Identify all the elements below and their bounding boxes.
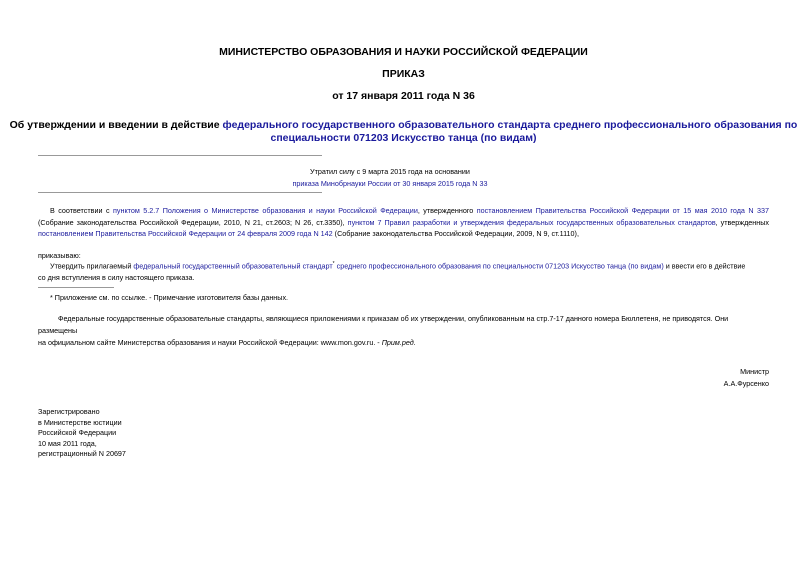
registration-block: Зарегистрировано в Министерстве юстиции Российской Федерации 10 мая 2011 года, регистрационный N 20697 [38,407,126,459]
link-regulation-5-2-7[interactable]: пунктом 5.2.7 Положения о Министерстве образования и науки Российской Федерации [113,206,418,215]
divider-bottom [38,192,322,193]
link-decree-337[interactable]: постановлением Правительства Российской Федерации от 15 мая 2010 года N 337 [476,206,770,215]
footnote-divider [38,287,114,288]
document-title [0,119,807,145]
divider-top [38,155,322,156]
footnote-2: Федеральные государственные образовательные стандарты, являющиеся приложениями к приказам об их утверждении, опубликованным на стр.7-17 данного номера Бюллетеня, не приводятся. Они размещены на официальном сайте Министерства образования и науки Российской Федерации: www.mon.gov.ru. - Прим.ред. [38,314,729,347]
signature-name: А.А.Фурсенко [723,378,769,388]
signature-position: Министр [740,367,769,376]
order-word: приказываю: [38,251,81,260]
status-block [0,166,807,189]
link-decree-142[interactable]: постановлением Правительства Российской Федерации от 24 февраля 2009 года N 142 [38,229,333,238]
link-fgos-standard[interactable]: федеральный государственный образовательный стандарт [133,261,333,271]
preamble-paragraph: В соответствии с пунктом 5.2.7 Положения о Министерстве образования и науки Российской Федерации, утвержденного постановлением Правительства Российской Федерации от 15 мая 2010 года N 337 (Собрание законодательства Российской Федерации, 2010, N 21, ст.2603; N 26, ст.3350), пунктом 7 Правил разработки и утверждения федеральных государственных образовательных стандартов, утвержденных постановлением Правительства Российской Федерации от 24 февраля 2009 года N 142 (Собрание законодательства Российской Федерации, 2009, N 9, ст.1110), [38,206,770,238]
footnote-1: * Приложение см. по ссылке. - Примечание изготовителя базы данных. [50,293,289,302]
link-fgos-specialty[interactable]: среднего профессионального образования по специальности 071203 Искусство танца (по видам) [334,261,664,271]
doc-type-heading: ПРИКАЗ [382,68,425,80]
date-number-heading: от 17 января 2011 года N 36 [332,90,475,102]
title-link-specialty[interactable]: специальности 071203 Искусство танца (по видам) [270,132,537,144]
link-rules-item-7[interactable]: пунктом 7 Правил разработки и утверждения федеральных государственных образовательных стандартов [347,217,716,227]
footnote-marker: * [332,261,335,267]
order-paragraph: Утвердить прилагаемый федеральный государственный образовательный стандарт* среднего профессионального образования по специальности 071203 Искусство танца (по видам) и ввести его в действие со дня вступления в силу настоящего приказа. [38,261,746,282]
status-line: Утратил силу с 9 марта 2015 года на основании [310,167,470,176]
ministry-heading: МИНИСТЕРСТВО ОБРАЗОВАНИЯ И НАУКИ РОССИЙСКОЙ ФЕДЕРАЦИИ [219,46,588,58]
title-prefix: Об утверждении и введении в действие [9,119,223,131]
signature-block [724,366,769,389]
title-link-standard[interactable]: федерального государственного образовательного стандарта среднего профессионального образования по [222,119,798,131]
status-link[interactable]: приказа Минобрнауки России от 30 января 2015 года N 33 [292,178,488,188]
